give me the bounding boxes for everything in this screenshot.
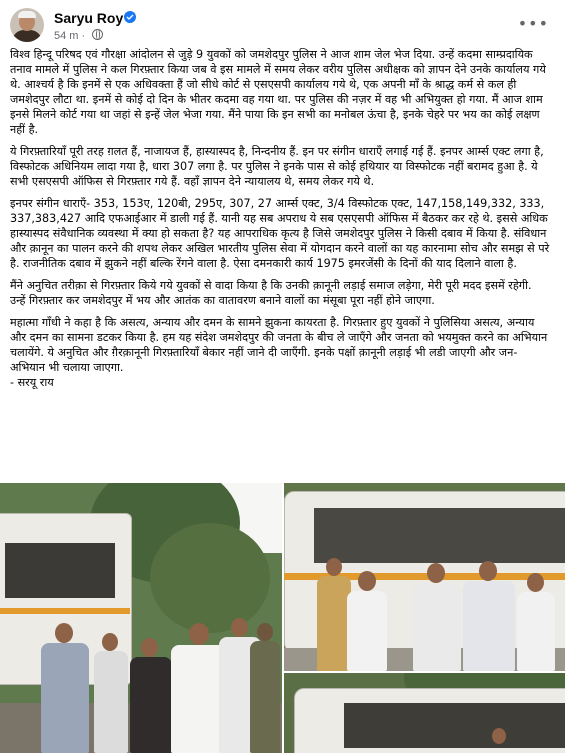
photo-police-van-closeup[interactable] bbox=[284, 673, 565, 753]
post-text bbox=[10, 47, 550, 397]
globe-icon bbox=[92, 29, 103, 40]
photo-group-by-truck[interactable] bbox=[0, 483, 282, 753]
author-name[interactable]: Saryu Roy bbox=[54, 10, 124, 26]
post-paragraph: महात्मा गाँधी ने कहा है कि असत्य, अन्याय और दमन के सामने झुकना कायरता है. गिरफ़्तार हुए युवकों ने पुलिसिया असत्य, अन्याय और दमन का सामना डटकर किया है. हम यह संदेश जमशेदपुर की जनता के बीच ले जाएँगे और जनता को भयमुक्त करने का अभियान चलायेंगे. ये अनुचित और ग़ैरक़ानूनी गिरफ़्तारियाँ बेकार नहीं जाने दी जाएँगी. इनके पक्षों क़ानूनी लड़ाई भी लडी जाएगी और जन-अभियान भी चलाया जाएगा. - सरयू राय bbox=[10, 316, 548, 389]
photo-men-by-police-van[interactable] bbox=[284, 483, 565, 671]
post-paragraph: मैंने अनुचित तरीक़ा से गिरफ़्तार किये गये युवकों से वादा किया है कि उनकी क़ानूनी लड़ाई समाज लड़ेगा, मेरी पूरी मदद इसमें रहेगी. उन्हें गिरफ़्तार कर जमशेदपुर में भय और आतंक का वातावरण बनाने वालों का मंसूबा पूरा नहीं होने जाएगा. bbox=[10, 279, 532, 307]
post-paragraph: इनपर संगीन धाराएँ- 353, 153ए, 120बी, 295ए, 307, 27 आर्म्स एक्ट, 3/4 विस्फोटक एक्ट, 147,158,149,332, 333, 337,383,427 आदि एफआईआर में डाली गई हैं. यानी यह सब अपराध ये सब एसएसपी ऑफिस में बैठकर कर रहे थे. इससे अधिक हास्यास्पद संवैधानिक व्यवस्था में क्या हो सकता है? यह आपराधिक कृत्य है जिसे जमशेदपुर पुलिस ने किसी दबाव में किया है. संविधान और क़ानून का पालन करने की शपथ लेकर अखिल भारतीय पुलिस सेवा में योगदान करने वालों का यह कारनामा सोच और समझ से परे है. राजनीतिक दबाव में झुकने नहीं बल्कि रेंगने वाला है. ऐसा दमनकारी कार्य 1975 इमरजेंसी के दिनों की याद दिलाने वाला है. bbox=[10, 197, 550, 270]
verified-badge-icon bbox=[124, 11, 136, 23]
post-paragraph: ये गिरफ़्तारियाँ पूरी तरह ग़लत हैं, नाजायज हैं, हास्यास्पद है, निन्दनीय हैं. इन पर संगीन धाराएँ लगाई गई हैं. इनपर आर्म्स एक्ट लगा है, विस्फोटक अधिनियम लादा गया है, धारा 307 लगा है. पर पुलिस ने इनके पास से कोई हथियार या विस्फोटक नहीं बरामद हुआ है. ये सभी एसएसपी ऑफिस से गिरफ़्तार गये हैं. वहाँ ज्ञापन देने न्यायालय थे, समय लेकर गये थे. bbox=[10, 145, 544, 188]
post-time[interactable]: 54 m bbox=[54, 30, 79, 42]
more-options-icon[interactable]: ••• bbox=[517, 14, 549, 33]
post-paragraph: विश्व हिन्दू परिषद एवं गौरक्षा आंदोलन से जुड़े 9 युवकों को जमशेदपुर पुलिस ने आज शाम जेल भेज दिया. उन्हें कदमा साम्प्रदायिक तनाव मामले में पुलिस ने कल गिरफ़्तार किया जब वे इस मामले में समय लेकर वरीय पुलिस अधीक्षक को ज्ञापन देने उनके कार्यालय गये थे. आश्चर्य है कि इनमें से एक अधिवक्ता हैं जो सीधे कोर्ट से एसएसपी कार्यालय गये थे, एक अपनी माँ के श्राद्ध कर्म से कल ही जमशेदपुर लौटा था. इनमें से कोई दो दिन के भीतर कदमा वह गया था. पर पुलिस की नज़र में वह भी अभियुक्त हो गया. मैं आज शाम इनसे मिलने कोर्ट गया था जहां से इन्हें जेल भेजा गया. मैंने पाया कि इन सभी का मनोबल ऊंचा है, इनके चेहरे पर भय का कोई लक्षण नहीं है. bbox=[10, 48, 546, 136]
author-avatar[interactable] bbox=[10, 8, 44, 42]
post-meta: 54 m · bbox=[54, 29, 103, 42]
post-header bbox=[10, 8, 555, 46]
photo-grid bbox=[0, 483, 565, 753]
